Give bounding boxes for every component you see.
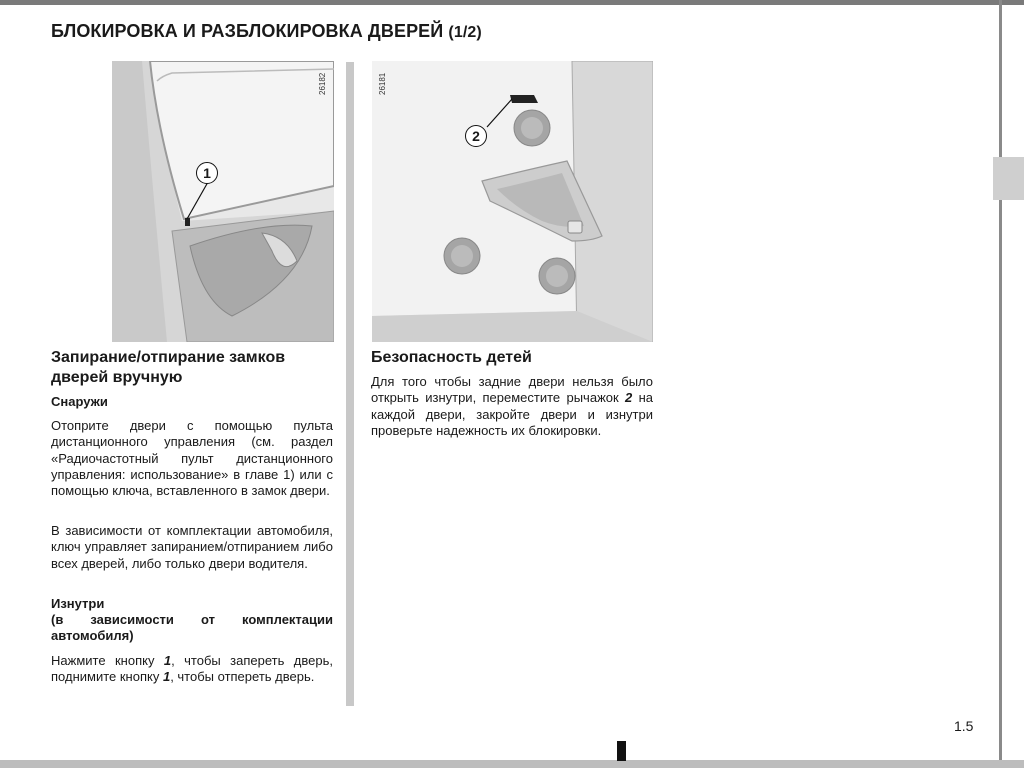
bottom-rule xyxy=(0,760,1024,768)
door-edge-drawing xyxy=(372,61,653,342)
door-lock-illustration xyxy=(112,61,334,342)
figure-code-left: 26182 xyxy=(318,72,327,95)
child-safety-text-1: Для того чтобы задние двери нельзя было открыть изнутри, переместите рычажок xyxy=(371,374,653,406)
outside-paragraph: Отоприте двери с помощью пульта дистанционного управления (см. раздел «Радиочастотный пульт дистанционного управления: использование» в главе 1) или с помощью ключа, вставленного в замок двери. xyxy=(51,418,333,499)
inside-text-2: , чтобы запереть дверь, поднимите кнопку xyxy=(51,653,333,685)
page-number: 1.5 xyxy=(954,718,974,734)
inside-note: (в зависимости от комплектации автомобиля) xyxy=(51,612,333,643)
page-marker xyxy=(617,741,626,761)
figure-code-right: 26181 xyxy=(378,72,387,95)
right-margin-rule xyxy=(999,0,1002,768)
top-rule xyxy=(0,0,1024,5)
page-title-text: БЛОКИРОВКА И РАЗБЛОКИРОВКА ДВЕРЕЙ xyxy=(51,21,444,41)
outside-label: Снаружи xyxy=(51,394,108,409)
button-ref-1b: 1 xyxy=(162,669,171,685)
page-title-part: (1/2) xyxy=(448,24,482,41)
equipment-paragraph: В зависимости от комплектации автомобиля, ключ управляет запиранием/отпиранием либо всех дверей, либо только двери водителя. xyxy=(51,523,333,571)
callout-1: 1 xyxy=(196,162,218,184)
door-interior-drawing xyxy=(112,61,334,342)
inside-text-1: Нажмите кнопку xyxy=(51,653,164,668)
callout-2: 2 xyxy=(465,125,487,147)
child-safety-text-2: на каждой двери, закройте двери и изнутри проверьте надежность их блокировки. xyxy=(371,390,653,438)
inside-label: Изнутри xyxy=(51,596,105,611)
child-safety-paragraph xyxy=(371,374,653,439)
page-title xyxy=(51,21,482,42)
child-lock-illustration xyxy=(372,61,653,342)
manual-lock-heading: Запирание/отпирание замков дверей вручную xyxy=(51,349,286,386)
child-safety-heading: Безопасность детей xyxy=(371,349,532,366)
button-ref-1: 1 xyxy=(163,653,172,668)
chapter-tab xyxy=(993,157,1024,200)
column-divider xyxy=(346,62,354,706)
inside-paragraph xyxy=(51,653,333,686)
lever-ref-2: 2 xyxy=(625,390,633,406)
inside-text-3: , чтобы отпереть дверь. xyxy=(170,669,315,685)
